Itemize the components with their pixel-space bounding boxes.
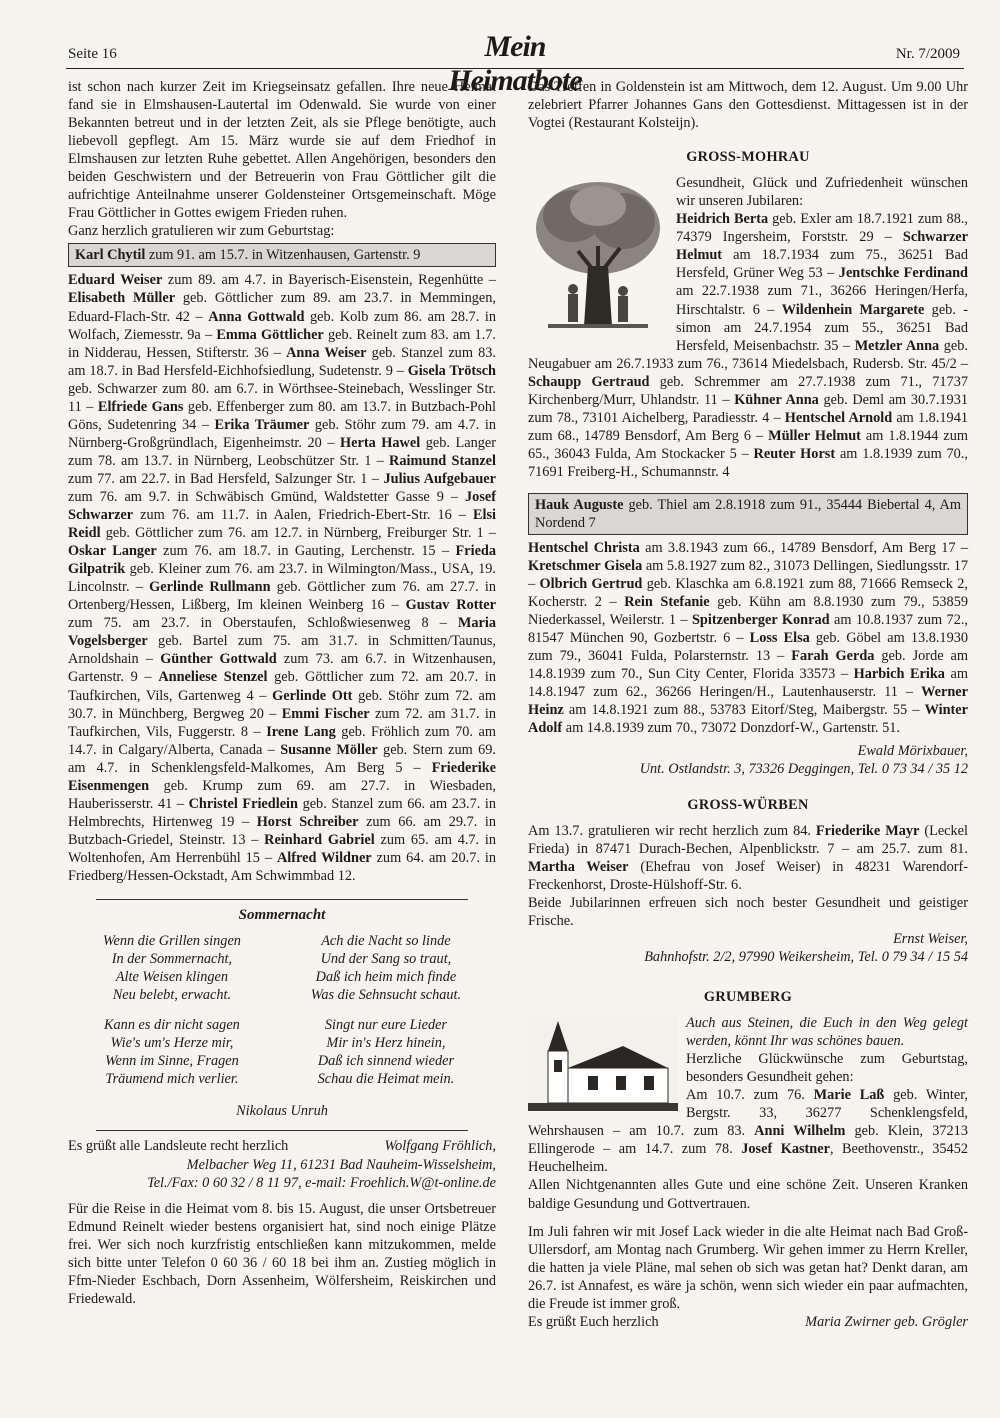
church-illustration bbox=[528, 1016, 678, 1111]
jubilar-details: geb. Neugabuer am 26.7.1933 zum 76., 73614 Miedelsbach, Rudersb. Str. 45/2 – bbox=[528, 337, 968, 372]
jubilar-details: am 22.7.1938 zum 71., 36266 Heringen/Herfa, Hirschtalstr. 6 – bbox=[676, 283, 968, 318]
jubilar-details: geb. Kolb zum 86. am 28.7. in Wolfach, Ziemesstr. 9a – bbox=[68, 308, 496, 343]
grumberg-intro: Herzliche Glückwünsche zum Geburtstag, besonders Gesundheit gehen: bbox=[686, 1051, 968, 1086]
highlight-box bbox=[68, 243, 496, 267]
jubilar-name: Emma Göttlicher bbox=[216, 326, 324, 343]
jubilar-details: am 5.8.1927 zum 82., 31073 Dellingen, Siedlungsstr. 17 – bbox=[528, 558, 968, 593]
jubilar-name: Harbich Erika bbox=[853, 666, 945, 683]
grumberg-paragraph-2: Allen Nichtgenannten alles Gute und eine schöne Zeit. Unseren Kranken baldige Gesundung und Gottvertrauen. bbox=[528, 1177, 968, 1212]
jubilar-details: geb. Kühn am 8.8.1930 zum 79., 53859 Niederkassel, Weilerstr. 1 – bbox=[528, 594, 968, 629]
poem-line: Alte Weisen klingen bbox=[115, 969, 229, 986]
text: geb. Winter, Bergstr. 33, 36277 Schenklengsfeld, Wehrshausen – am 10.7. zum 83. bbox=[528, 1087, 968, 1140]
poem-column-1 bbox=[103, 932, 241, 1100]
jubilar-name: Rein Stefanie bbox=[624, 594, 710, 611]
obituary-paragraph: ist schon nach kurzer Zeit im Kriegseinsatz gefallen. Ihre neue Heimat fand sie in Elmshausen-Lautertal im Odenwald. Sie wurde von einer Bekannten betreut und in der letzten Zeit, als sie Pflege benötigte, auch liebevoll gepflegt. Am 15. März wurde sie auf dem Friedhof in Elmshausen zur letzten Ruhe gebettet. Allen Angehörigen, besonders den beiden Geschwistern und der Betreuerin von Frau Göttlicher gilt die aufrichtige Anteilnahme unserer Goldensteiner Ortsgemeinschaft. Möge Frau Göttlicher in Gottes ewigem Frieden ruhen. bbox=[68, 79, 496, 222]
gross-wuerben-paragraph-2: Beide Jubilarinnen erfreuen sich noch bester Gesundheit und geistiger Frische. bbox=[528, 894, 968, 929]
jubilar-details: zum 76. am 9.7. in Schwäbisch Gmünd, Waldstetter Gasse 9 – bbox=[68, 488, 466, 505]
highlight-box-2 bbox=[528, 493, 968, 535]
poem-line: Schau die Heimat mein. bbox=[317, 1071, 455, 1088]
poem bbox=[68, 932, 496, 1100]
gross-mohrau-intro: Gesundheit, Glück und Zufriedenheit wünschen wir unseren Jubilaren: bbox=[676, 175, 968, 210]
jubilar-name: Werner Heinz bbox=[528, 684, 968, 719]
gross-wuerben-paragraph bbox=[528, 822, 968, 894]
header-rule bbox=[66, 68, 964, 69]
jubilar-details: geb. Stöhr zum 79. am 4.7. in Nürnberg-Großgründlach, Eigenheimstr. 20 – bbox=[68, 416, 496, 451]
jubilar-details: zum 73. am 6.7. in Witzenhausen, Gartenstr. 9 – bbox=[68, 651, 496, 686]
tree-illustration bbox=[528, 176, 668, 336]
jubilar-details: geb. Kleiner zum 76. am 23.7. in Wilmington/Mass., USA, 19. Lincolnstr. – bbox=[68, 561, 496, 596]
jubilar-name: Josef Schwarzer bbox=[68, 488, 496, 524]
poem-line: Daß ich heim mich finde bbox=[315, 969, 457, 986]
jubilar-name: Reuter Horst bbox=[753, 445, 836, 462]
name: Friederike Mayr bbox=[815, 822, 920, 839]
jubilar-details: am 14.8.1921 zum 88., 53783 Eitorf/Steg, Maibergstr. 55 – bbox=[563, 702, 925, 719]
birthday-list bbox=[68, 271, 496, 885]
jubilar-name: Müller Helmut bbox=[768, 427, 861, 444]
jubilar-name: Julius Aufgebauer bbox=[383, 470, 496, 487]
text: (Ehefrau von Josef Weiser) in 48231 Warendorf-Freckenhorst, Droste-Hülshoff-Str. 6. bbox=[528, 858, 969, 893]
jubilar-details: geb. Effenberger zum 80. am 13.7. in Butzbach-Pohl Göns, Sudetenring 34 – bbox=[68, 398, 496, 433]
jubilar-name: Horst Schreiber bbox=[256, 813, 359, 830]
left-column bbox=[68, 78, 496, 1308]
closing-text: Es grüßt Euch herzlich bbox=[528, 1313, 659, 1330]
jubilar-details: zum 66. am 29.7. in Butzbach-Griedel, Steinstr. 13 – bbox=[68, 813, 496, 848]
page-number: Seite 16 bbox=[68, 46, 117, 62]
poem-stanza bbox=[311, 1016, 461, 1088]
jubilar-name: Kühner Anna bbox=[734, 391, 819, 408]
grumberg-quote: Auch aus Steinen, die Euch in den Weg gelegt werden, könnt Ihr was schönes bauen. bbox=[686, 1015, 968, 1050]
jubilar-name: Irene Lang bbox=[266, 723, 336, 740]
poem-line: Kann es dir nicht sagen bbox=[104, 1017, 240, 1034]
jubilar-details: geb. Bartel zum 75. am 31.7. in Schmitten/Taunus, Arnoldshain – bbox=[68, 633, 496, 668]
poem-line: Wenn im Sinne, Fragen bbox=[105, 1053, 239, 1070]
jubilar-name: Oskar Langer bbox=[68, 543, 157, 560]
closing-signature: Maria Zwirner geb. Grögler bbox=[805, 1313, 968, 1330]
jubilar-name: Elsi Reidl bbox=[68, 507, 496, 542]
poem-author: Nikolaus Unruh bbox=[236, 1103, 328, 1120]
gross-wuerben-signature: Ernst Weiser, bbox=[893, 930, 968, 947]
issue-number: Nr. 7/2009 bbox=[895, 46, 960, 62]
jubilar-details: zum 65. am 4.7. in Woltenhofen, Am Herrenbühl 15 – bbox=[68, 831, 497, 866]
jubilar-details: am 1.8.1944 zum 65., 36043 Fulda, Am Stockacker 5 – bbox=[528, 427, 968, 462]
jubilar-name: Emmi Fischer bbox=[281, 705, 370, 722]
jubilar-name: Erika Träumer bbox=[214, 416, 310, 433]
jubilar-name: Reinhard Gabriel bbox=[264, 831, 375, 848]
jubilar-name: Friederike Eisenmengen bbox=[68, 759, 496, 794]
jubilar-details: geb. Reinelt zum 83. am 1.7. in Nidderau, Hessen, Stifterstr. 36 – bbox=[68, 326, 496, 361]
poem-line: Träumend mich verlier. bbox=[105, 1071, 239, 1088]
poem-title: Sommernacht bbox=[238, 907, 326, 924]
poem-line: In der Sommernacht, bbox=[111, 951, 233, 968]
congrats-line: Ganz herzlich gratulieren wir zum Geburtstag: bbox=[68, 223, 335, 240]
jubilar-details: geb. Stanzel zum 66. am 23.7. in Helmbrechts, Hirtenweg 19 – bbox=[68, 795, 497, 830]
jubilar-name: Herta Hawel bbox=[340, 434, 421, 451]
poem-line: Singt nur eure Lieder bbox=[324, 1017, 448, 1034]
jubilar-name: Frieda Gilpatrik bbox=[68, 543, 497, 578]
jubilar-name: Schaupp Gertraud bbox=[528, 373, 650, 390]
jubilar-name: Olbrich Gertrud bbox=[539, 576, 643, 593]
jubilar-details: geb. Fröhlich zum 70. am 14.7. in Calgary/Alberta, Canada – bbox=[68, 723, 496, 758]
jubilar-details: am 3.8.1943 zum 66., 14789 Bensdorf, Am Berg 17 – bbox=[639, 539, 969, 556]
greeting-name: Wolfgang Fröhlich, bbox=[384, 1138, 496, 1155]
jubilar-details: zum 76. am 18.7. in Gauting, Lerchenstr. 15 – bbox=[156, 543, 456, 560]
poem-line: Neu belebt, erwacht. bbox=[112, 987, 232, 1004]
jubilar-name: Winter Adolf bbox=[528, 702, 968, 737]
jubilar-name: Farah Gerda bbox=[791, 648, 875, 665]
jubilar-details: zum 76. am 11.7. in Aalen, Friedrich-Ebert-Str. 16 – bbox=[133, 507, 473, 524]
jubilar-details: geb. Jorde am 14.8.1939 zum 70., Sun City Center, Florida 33573 – bbox=[528, 648, 968, 683]
jubilar-name: Elisabeth Müller bbox=[68, 290, 176, 307]
trip-paragraph: Für die Reise in die Heimat vom 8. bis 15. August, die unser Ortsbetreuer Edmund Reinelt wieder bestens organisiert hat, sind noch einige Plätze frei. Wer sich noch kurzfristig entschließen kann mitzukommen, melde sich bitte unter Telefon 0 60 36 / 60 18 bei ihm an. Zustieg möglich in Ffm-Nieder Eschbach, Dorn Assenheim, Wölfersheim, Reiskirchen und Friedewald. bbox=[68, 1200, 496, 1307]
poem-line: Mir in's Herz hinein, bbox=[326, 1035, 446, 1052]
poem-stanza bbox=[103, 1016, 241, 1088]
jubilar-name: Spitzenberger Konrad bbox=[691, 612, 830, 629]
jubilar-name: Hentschel Christa bbox=[528, 539, 640, 556]
jubilar-name: Eduard Weiser bbox=[68, 272, 163, 289]
jubilar-name: Christel Friedlein bbox=[188, 795, 298, 812]
gross-mohrau-address: Unt. Ostlandstr. 3, 73326 Deggingen, Tel. 0 73 34 / 35 12 bbox=[639, 760, 968, 777]
box-name: Karl Chytil bbox=[75, 247, 146, 264]
greeting-line bbox=[68, 1137, 496, 1155]
jubilar-details: zum 64. am 20.7. in Friedberg/Hessen-Ockstadt, Am Schwimmbad 12. bbox=[68, 849, 496, 884]
jubilar-details: geb. Göttlicher zum 76. am 12.7. in Nürnberg, Freiburger Str. 1 – bbox=[100, 525, 496, 542]
jubilar-details: geb. -simon am 24.7.1954 zum 55., 36251 Bad Hersfeld, Meisenbachstr. 35 – bbox=[676, 301, 968, 354]
text: (Leckel Frieda) in 87471 Durach-Bechen, Alpenblickstr. 7 – am 25.7. zum 81. bbox=[528, 822, 968, 857]
jubilar-name: Kretschmer Gisela bbox=[528, 558, 643, 575]
jubilar-details: geb. Exler am 18.7.1921 zum 88., 74379 Ingersheim, Forststr. 29 – bbox=[676, 211, 968, 246]
tree-image bbox=[528, 176, 668, 336]
jubilar-name: Jentschke Ferdinand bbox=[838, 265, 969, 282]
section-heading-grumberg: GRUMBERG bbox=[703, 989, 793, 1006]
gross-wuerben-address: Bahnhofstr. 2/2, 97990 Weikersheim, Tel. 0 79 34 / 15 54 bbox=[644, 948, 968, 965]
poem-stanza bbox=[103, 932, 241, 1004]
text: Am 13.7. gratulieren wir recht herzlich zum 84. bbox=[528, 822, 816, 839]
jubilar-details: zum 72. am 31.7. in Taufkirchen, Vils, Fuggerstr. 8 – bbox=[68, 705, 496, 740]
jubilar-name: Wildenhein Margarete bbox=[781, 301, 925, 318]
text: , Beethovenstr., 35452 Heuchelheim. bbox=[528, 1141, 968, 1176]
poem-line: Wie's um's Herze mir, bbox=[110, 1035, 234, 1052]
jubilar-details: geb. Krump zum 69. am 27.7. in Wiesbaden, Hauberisserstr. 41 – bbox=[68, 777, 496, 812]
separator bbox=[96, 1130, 468, 1131]
jubilar-details: geb. Deml am 30.7.1931 zum 78., 73101 Aichelberg, Paradiesstr. 4 – bbox=[528, 391, 969, 426]
jubilar-details: zum 75. am 23.7. in Oberstaufen, Schloßwiesenweg 8 – bbox=[68, 615, 458, 632]
poem-line: Und der Sang so traut, bbox=[320, 951, 452, 968]
jubilar-details: zum 89. am 4.7. in Bayerisch-Eisenstein, Regenhütte – bbox=[162, 272, 497, 289]
right-column bbox=[528, 78, 968, 1331]
name: Martha Weiser bbox=[528, 858, 629, 875]
box2-text: geb. Thiel am 2.8.1918 zum 91., 35444 Biebertal 4, Am Nordend 7 bbox=[535, 496, 961, 531]
jubilar-details: geb. Göttlicher zum 89. am 23.7. in Memmingen, Eduard-Flach-Str. 42 – bbox=[68, 290, 497, 325]
jubilar-details: geb. Göttlicher zum 72. am 20.7. in Taufkirchen, Vils, Gartenweg 4 – bbox=[68, 669, 496, 704]
jubilar-details: geb. Stöhr zum 72. am 30.7. in Münchberg, Bergweg 20 – bbox=[68, 687, 496, 722]
separator bbox=[96, 899, 468, 900]
poem-line: Was die Sehnsucht schaut. bbox=[310, 987, 462, 1004]
text: geb. Klein, 37213 Ellingerode – am 14.7. zum 78. bbox=[528, 1123, 968, 1158]
grumberg-paragraph-3: Im Juli fahren wir mit Josef Lack wieder in die alte Heimat nach Bad Groß-Ullersdorf, am Montag nach Grumberg. Wir gehen immer zu Herrn Kreller, die hatten ja viele Pläne, mal sehen ob sich was getan hat? Denkt daran, am 26.7. ist Annafest, es wäre ja schön, wenn sich wieder ein paar aufmachten, die Freude ist immer groß. bbox=[528, 1223, 968, 1312]
jubilar-name: Anna Gottwald bbox=[208, 308, 305, 325]
jubilar-name: Heidrich Berta bbox=[676, 211, 769, 228]
jubilar-details: am 10.8.1937 zum 72., 81547 München 90, Gozbertstr. 6 – bbox=[528, 612, 968, 647]
jubilar-details: geb. Göttlicher zum 76. am 27.7. in Ortenberg/Hessen, Lißberg, Im kleinen Weinberg 16 – bbox=[68, 579, 496, 614]
section-heading-gross-wuerben: GROSS-WÜRBEN bbox=[687, 796, 809, 813]
jubilar-name: Loss Elsa bbox=[749, 630, 810, 647]
church-image bbox=[528, 1016, 678, 1111]
box-text: zum 91. am 15.7. in Witzenhausen, Gartenstr. 9 bbox=[145, 247, 421, 264]
poem-line: Ach die Nacht so linde bbox=[321, 933, 451, 950]
jubilar-name: Schwarzer Helmut bbox=[676, 229, 968, 264]
jubilar-details: am 18.7.1934 zum 75., 36251 Bad Hersfeld, Grüner Weg 53 – bbox=[676, 247, 968, 282]
jubilar-name: Metzler Anna bbox=[854, 337, 940, 354]
jubilar-details: geb. Stanzel zum 83. am 18.7. in Bad Hersfeld-Eichhofsiedlung, Sudetenstr. 9 – bbox=[68, 344, 497, 379]
gross-mohrau-list-2 bbox=[528, 539, 968, 738]
jubilar-details: am 14.8.1947 zum 62., 36266 Heringen/H., Lautenhauserstr. 11 – bbox=[528, 666, 969, 701]
box2-name: Hauk Auguste bbox=[535, 496, 624, 513]
name: Josef Kastner bbox=[741, 1141, 830, 1158]
jubilar-details: geb. Schremmer am 27.7.1938 zum 71., 71737 Kirchenberg/Murr, Uhlandstr. 11 – bbox=[528, 373, 969, 408]
jubilar-name: Günther Gottwald bbox=[160, 651, 277, 668]
jubilar-name: Gustav Rotter bbox=[405, 597, 496, 614]
poem-line: Daß ich sinnend wieder bbox=[317, 1053, 455, 1070]
jubilar-details: geb. Langer zum 78. am 13.7. in Nürnberg, Leobschützer Str. 1 – bbox=[68, 434, 496, 469]
meeting-paragraph: Das Treffen in Goldenstein ist am Mittwoch, dem 12. August. Um 9.00 Uhr zelebriert Pfarrer Johannes Gans den Gottesdienst. Mittagessen ist in der Vogtei (Restaurant Kolsteijn). bbox=[528, 79, 968, 132]
greeting-address: Melbacher Weg 11, 61231 Bad Nauheim-Wisselsheim, bbox=[186, 1156, 496, 1173]
jubilar-name: Gerlinde Ott bbox=[272, 687, 353, 704]
jubilar-details: am 14.8.1939 zum 70., 73072 Donzdorf-W., Gartenstr. 51. bbox=[562, 720, 900, 737]
jubilar-details: zum 77. am 22.7. in Bad Hersfeld, Salzunger Str. 1 – bbox=[68, 470, 384, 487]
jubilar-name: Maria Vogelsberger bbox=[68, 615, 496, 650]
poem-stanza bbox=[311, 932, 461, 1004]
jubilar-details: am 1.8.1941 zum 68., 14789 Bensdorf, Am Berg 6 – bbox=[528, 409, 968, 444]
section-heading-gross-mohrau: GROSS-MOHRAU bbox=[686, 149, 810, 166]
jubilar-name: Gisela Trötsch bbox=[407, 362, 496, 379]
greeting-contact: Tel./Fax: 0 60 32 / 8 11 97, e-mail: Froehlich.W@t-online.de bbox=[147, 1174, 496, 1191]
poem-column-2 bbox=[311, 932, 461, 1100]
jubilar-details: am 1.8.1939 zum 70., 71691 Freiberg-H., Schumannstr. 4 bbox=[528, 445, 968, 480]
jubilar-details: geb. Klaschka am 6.8.1921 zum 88, 71666 Remseck 2, Kocherstr. 2 – bbox=[528, 576, 968, 611]
masthead-title: Mein Heimatbote bbox=[448, 30, 582, 97]
grumberg-closing bbox=[528, 1313, 968, 1331]
gross-mohrau-signature: Ewald Mörixbauer, bbox=[857, 742, 968, 759]
jubilar-name: Anneliese Stenzel bbox=[158, 669, 268, 686]
jubilar-name: Gerlinde Rullmann bbox=[149, 579, 271, 596]
text: Am 10.7. zum 76. bbox=[686, 1087, 814, 1104]
jubilar-details: geb. Schwarzer zum 80. am 6.7. in Wörthsee-Steinebach, Wesslinger Str. 11 – bbox=[68, 380, 496, 415]
name: Marie Laß bbox=[813, 1087, 885, 1104]
jubilar-name: Elfriede Gans bbox=[97, 398, 184, 415]
jubilar-name: Anna Weiser bbox=[286, 344, 367, 361]
jubilar-details: geb. Göbel am 13.8.1930 zum 79., 36041 Fulda, Polarsternstr. 13 – bbox=[528, 630, 969, 665]
name: Anni Wilhelm bbox=[754, 1123, 846, 1140]
jubilar-name: Susanne Möller bbox=[280, 741, 378, 758]
jubilar-details: geb. Stern zum 69. am 4.7. in Schenklengsfeld-Malkomes, Am Berg 5 – bbox=[68, 741, 496, 776]
greeting-text: Es grüßt alle Landsleute recht herzlich bbox=[68, 1138, 289, 1155]
poem-line: Wenn die Grillen singen bbox=[102, 933, 241, 950]
jubilar-name: Raimund Stanzel bbox=[389, 452, 496, 469]
jubilar-name: Alfred Wildner bbox=[276, 849, 372, 866]
jubilar-name: Hentschel Arnold bbox=[784, 409, 893, 426]
